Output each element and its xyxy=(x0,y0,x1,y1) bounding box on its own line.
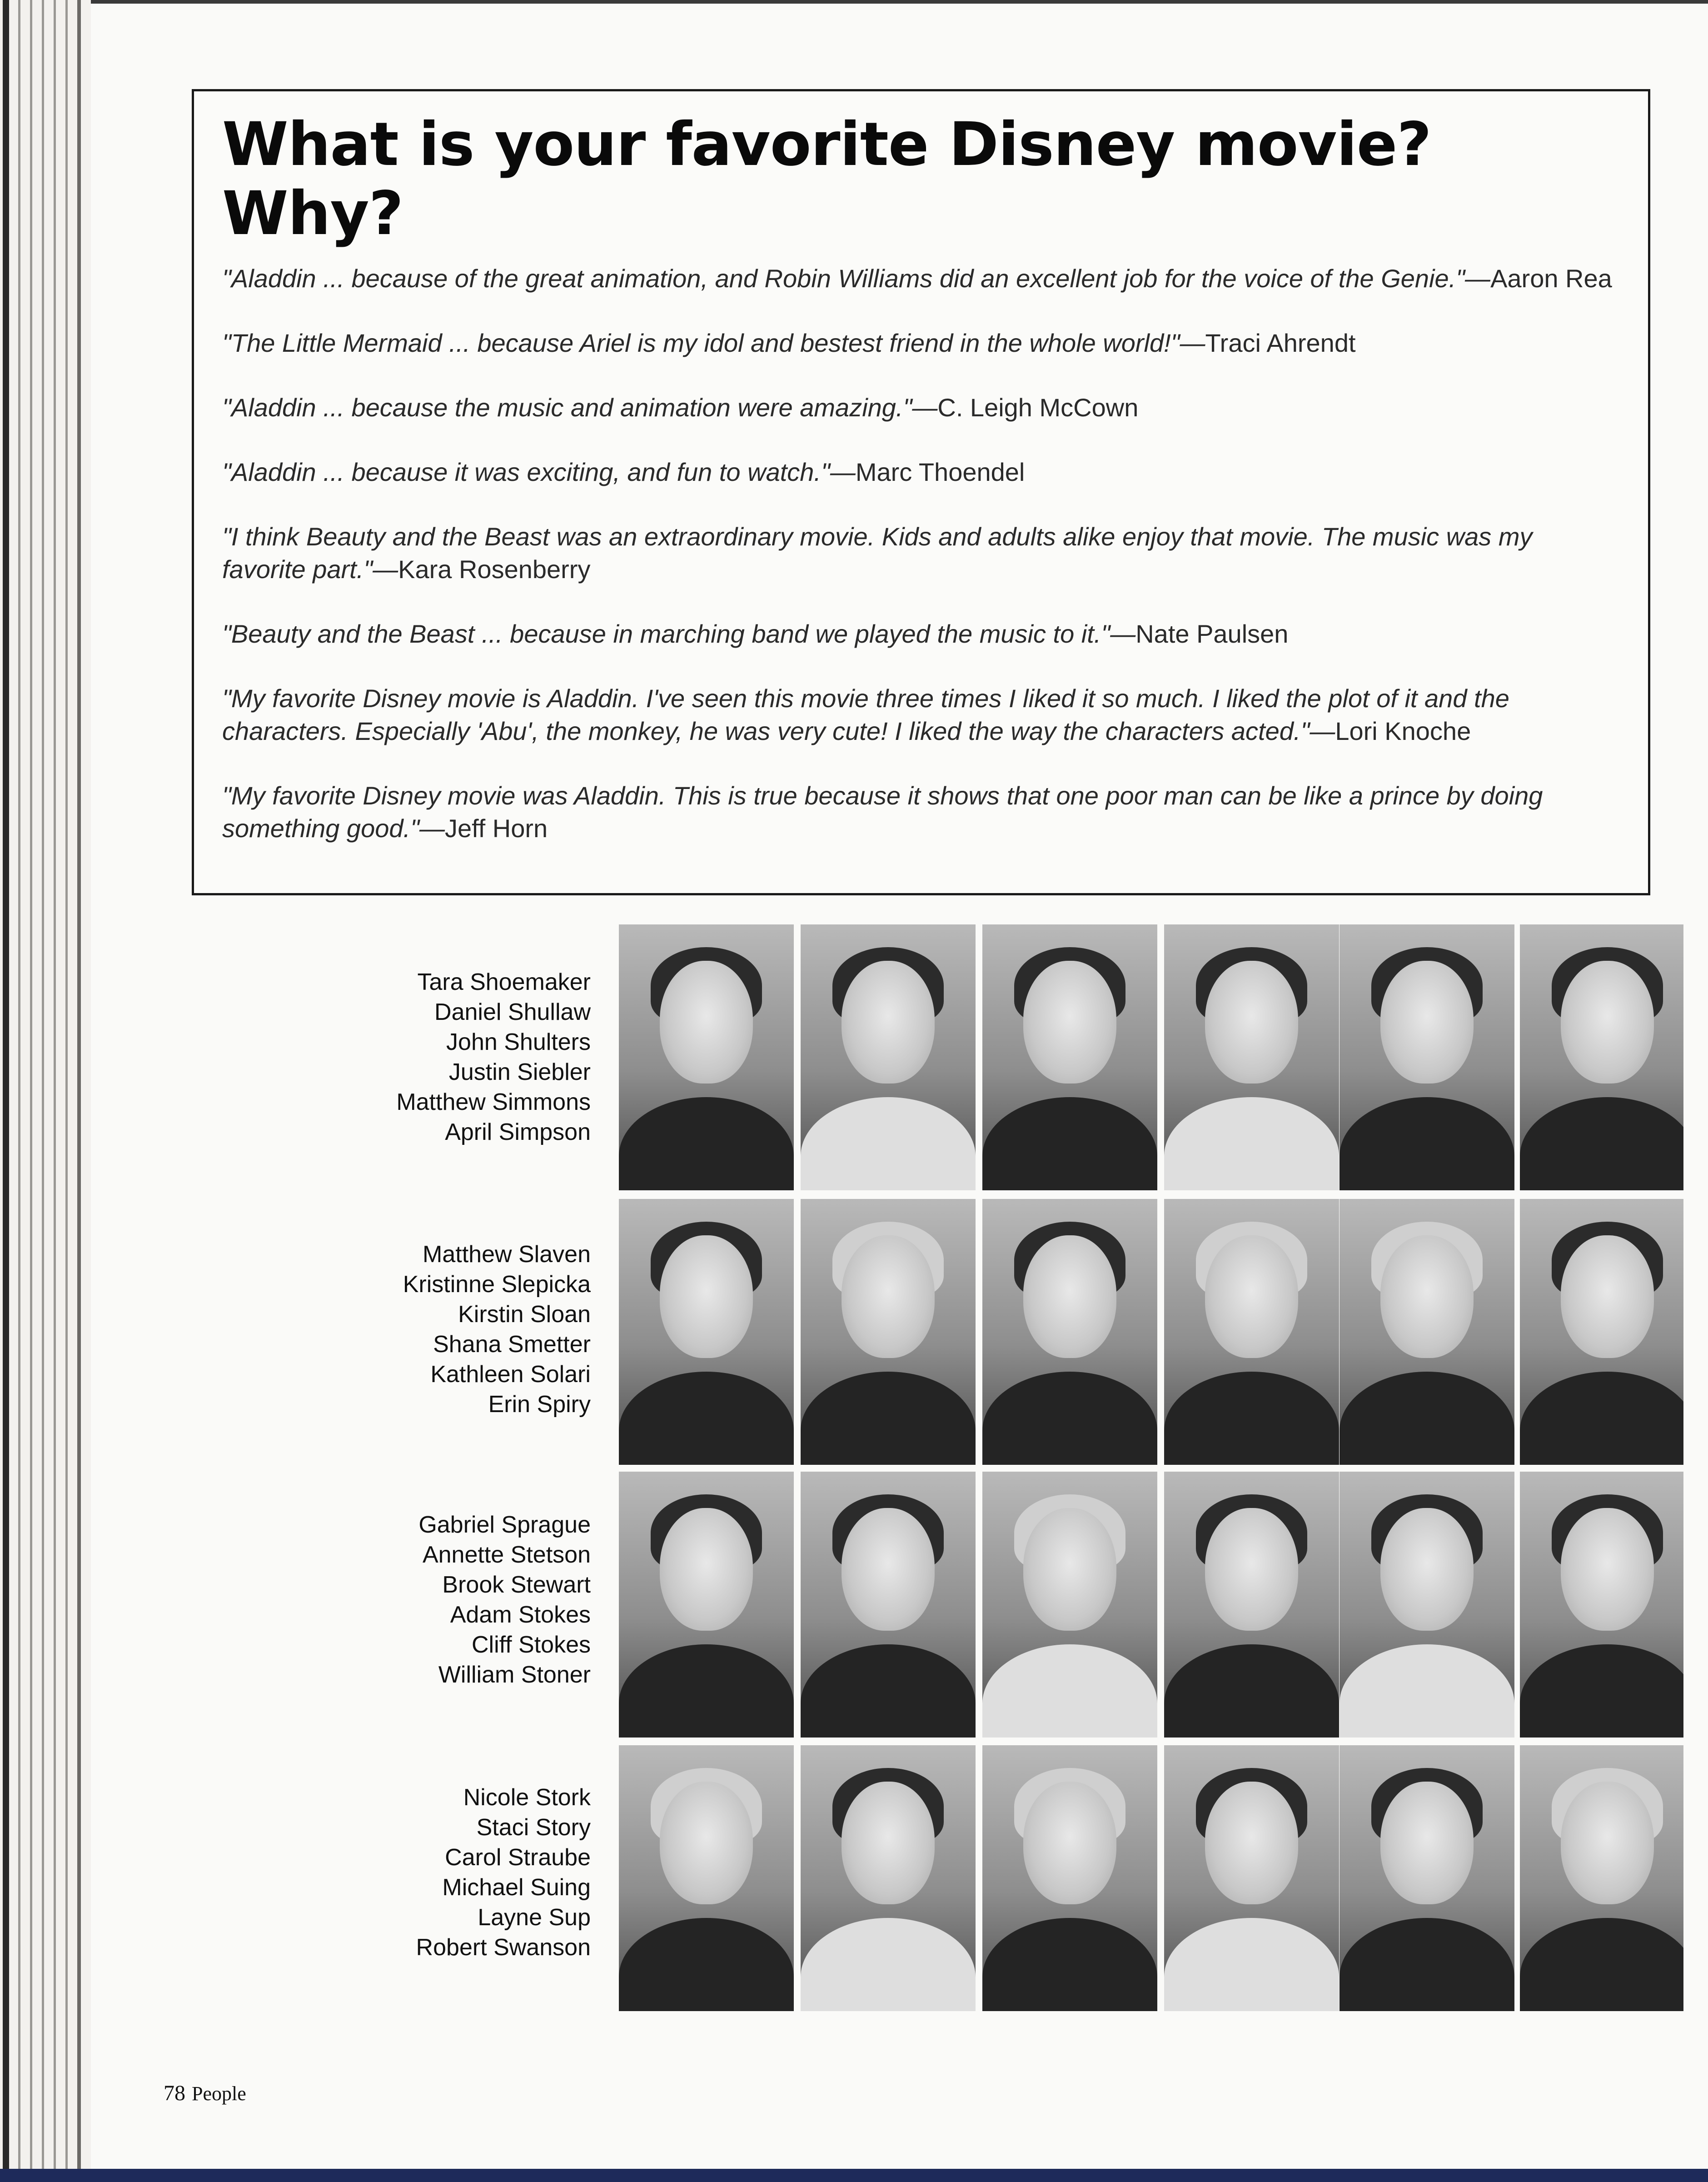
quote xyxy=(222,779,1620,845)
section-label: People xyxy=(192,2082,246,2105)
student-photo xyxy=(801,924,976,1190)
student-photo xyxy=(982,1472,1157,1738)
student-name: Kirstin Sloan xyxy=(458,1301,591,1328)
quote-text: "Aladdin ... because the music and animation were amazing."— xyxy=(222,393,938,422)
name-list xyxy=(291,1510,591,1690)
student-name: Staci Story xyxy=(476,1814,591,1841)
student-photo xyxy=(801,1199,976,1465)
page-edge-line xyxy=(77,0,81,2182)
student-photo xyxy=(982,1199,1157,1465)
student-photo xyxy=(1520,924,1683,1190)
student-photo xyxy=(1520,1745,1683,2011)
page-number: 78 xyxy=(164,2081,185,2105)
page-title: What is your favorite Disney movie? Why? xyxy=(222,110,1431,249)
student-name: Tara Shoemaker xyxy=(417,969,591,995)
student-name: Matthew Simmons xyxy=(396,1089,591,1115)
student-photo xyxy=(619,1472,794,1738)
quote-author: Marc Thoendel xyxy=(855,457,1025,486)
quote-author: C. Leigh McCown xyxy=(937,393,1139,422)
student-name: Erin Spiry xyxy=(488,1391,591,1418)
quote xyxy=(222,618,1620,650)
student-photo xyxy=(982,924,1157,1190)
student-photo xyxy=(1164,1199,1339,1465)
student-name: Matthew Slaven xyxy=(423,1241,591,1268)
student-name: Annette Stetson xyxy=(422,1542,591,1568)
student-photo xyxy=(1164,924,1339,1190)
student-name: Robert Swanson xyxy=(416,1934,591,1961)
student-name: Michael Suing xyxy=(442,1874,591,1901)
quote xyxy=(222,327,1620,360)
page-edge-line xyxy=(42,0,44,2182)
student-photo xyxy=(1340,1745,1514,2011)
student-photo xyxy=(1520,1199,1683,1465)
name-list xyxy=(291,967,591,1147)
quote-text: "My favorite Disney movie was Aladdin. This is true because it shows that one poor man can be like a prince by doing something good."— xyxy=(222,781,1543,843)
student-photo xyxy=(1164,1472,1339,1738)
page-edge-line xyxy=(65,0,68,2182)
quote-text: "The Little Mermaid ... because Ariel is my idol and bestest friend in the whole world!"— xyxy=(222,328,1205,357)
quote xyxy=(222,262,1620,295)
student-photo xyxy=(982,1745,1157,2011)
student-name: April Simpson xyxy=(445,1119,591,1145)
student-photo xyxy=(1340,1199,1514,1465)
quote xyxy=(222,520,1620,586)
quote-text: "Beauty and the Beast ... because in marching band we played the music to it."— xyxy=(222,619,1136,648)
quote-author: Lori Knoche xyxy=(1335,716,1471,745)
quote-author: Jeff Horn xyxy=(444,814,548,843)
student-name: Adam Stokes xyxy=(450,1602,591,1628)
name-list xyxy=(291,1783,591,1962)
quote-author: Aaron Rea xyxy=(1490,264,1612,293)
student-name: William Stoner xyxy=(438,1662,591,1688)
student-name: Kathleen Solari xyxy=(430,1361,591,1388)
student-photo xyxy=(1520,1472,1683,1738)
page-edge-line xyxy=(30,0,32,2182)
student-photo xyxy=(619,1199,794,1465)
student-photo xyxy=(1340,1472,1514,1738)
quote xyxy=(222,682,1620,748)
student-name: Layne Sup xyxy=(478,1904,591,1931)
quote-text: "I think Beauty and the Beast was an extraordinary movie. Kids and adults alike enjoy that movie. The music was my favorite part."— xyxy=(222,522,1533,584)
student-name: Shana Smetter xyxy=(433,1331,591,1358)
quote-text: "My favorite Disney movie is Aladdin. I've seen this movie three times I liked it so much. I liked the plot of it and the characters. Especially 'Abu', the monkey, he was very cute! I liked the way the characters acted."— xyxy=(222,684,1509,745)
student-name: Kristinne Slepicka xyxy=(403,1271,591,1298)
student-photo xyxy=(619,1745,794,2011)
name-list xyxy=(291,1239,591,1419)
student-name: Carol Straube xyxy=(445,1844,591,1871)
student-photo xyxy=(1340,924,1514,1190)
page-footer xyxy=(164,2081,246,2106)
student-photo xyxy=(1164,1745,1339,2011)
student-photo xyxy=(801,1745,976,2011)
page-edge-line xyxy=(54,0,56,2182)
student-photo xyxy=(619,924,794,1190)
page-edge-line xyxy=(18,0,20,2182)
quote-text: "Aladdin ... because it was exciting, and fun to watch."— xyxy=(222,457,856,486)
quote-author: Traci Ahrendt xyxy=(1205,328,1356,357)
student-name: Cliff Stokes xyxy=(471,1632,591,1658)
quote xyxy=(222,391,1620,424)
quote-author: Kara Rosenberry xyxy=(398,554,591,584)
binding-stripe xyxy=(3,0,9,2182)
top-edge xyxy=(91,0,1708,4)
student-name: Justin Siebler xyxy=(448,1059,591,1085)
student-photo xyxy=(801,1472,976,1738)
book-binding xyxy=(0,0,91,2182)
quote-box xyxy=(192,89,1650,895)
student-name: John Shulters xyxy=(446,1029,591,1055)
quote xyxy=(222,456,1620,489)
bottom-edge xyxy=(0,2169,1708,2182)
student-name: Brook Stewart xyxy=(442,1572,591,1598)
student-name: Daniel Shullaw xyxy=(434,999,591,1025)
student-name: Gabriel Sprague xyxy=(418,1512,591,1538)
quote-author: Nate Paulsen xyxy=(1135,619,1289,648)
student-name: Nicole Stork xyxy=(463,1784,591,1811)
quote-text: "Aladdin ... because of the great animation, and Robin Williams did an excellent job for the voice of the Genie."— xyxy=(222,264,1491,293)
